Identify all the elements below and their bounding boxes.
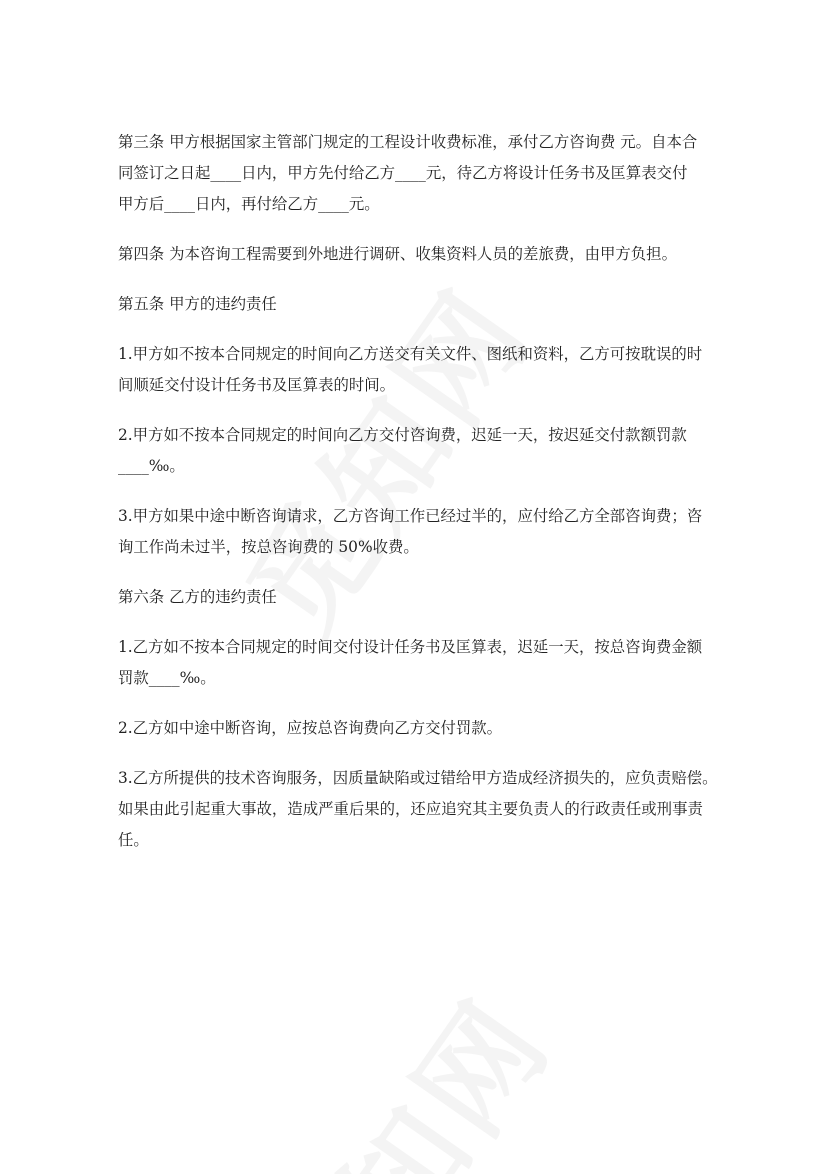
clause-6-heading: 第六条 乙方的违约责任: [118, 588, 277, 606]
clause-4-paragraph: 第四条 为本咨询工程需要到外地进行调研、收集资料人员的差旅费，由甲方负担。: [118, 245, 677, 263]
clause-5-item-3: 3.甲方如果中途中断咨询请求，乙方咨询工作已经过半的，应付给乙方全部咨询费；咨 询工作尚未过半，按总咨询费的 50%收费。: [118, 507, 703, 556]
clause-6-item-2: 2.乙方如中途中断咨询，应按总咨询费向乙方交付罚款。: [118, 719, 503, 737]
clause-5-heading: 第五条 甲方的违约责任: [118, 295, 277, 313]
clause-3-paragraph: 第三条 甲方根据国家主管部门规定的工程设计收费标准，承付乙方咨询费 元。自本合 同签订之日起____日内，甲方先付给乙方____元，待乙方将设计任务书及匡算表交付 甲方后____日内，再付给乙方____元。: [118, 133, 698, 213]
clause-6-item-1: 1.乙方如不按本合同规定的时间交付设计任务书及匡算表，迟延一天，按总咨询费金额 罚款____‰。: [118, 638, 703, 687]
clause-5-item-2: 2.甲方如不按本合同规定的时间向乙方交付咨询费，迟延一天，按迟延交付款额罚款 ____‰。: [118, 426, 687, 475]
clause-6-item-3: 3.乙方所提供的技术咨询服务，因质量缺陷或过错给甲方造成经济损失的，应负责赔偿。 如果由此引起重大事故，造成严重后果的，还应追究其主要负责人的行政责任或刑事责 任。: [118, 769, 718, 849]
clause-5-item-1: 1.甲方如不按本合同规定的时间向乙方送交有关文件、图纸和资料，乙方可按耽误的时 间顺延交付设计任务书及匡算表的时间。: [118, 345, 703, 394]
watermark: [221, 959, 582, 1174]
document-body: [118, 127, 758, 856]
